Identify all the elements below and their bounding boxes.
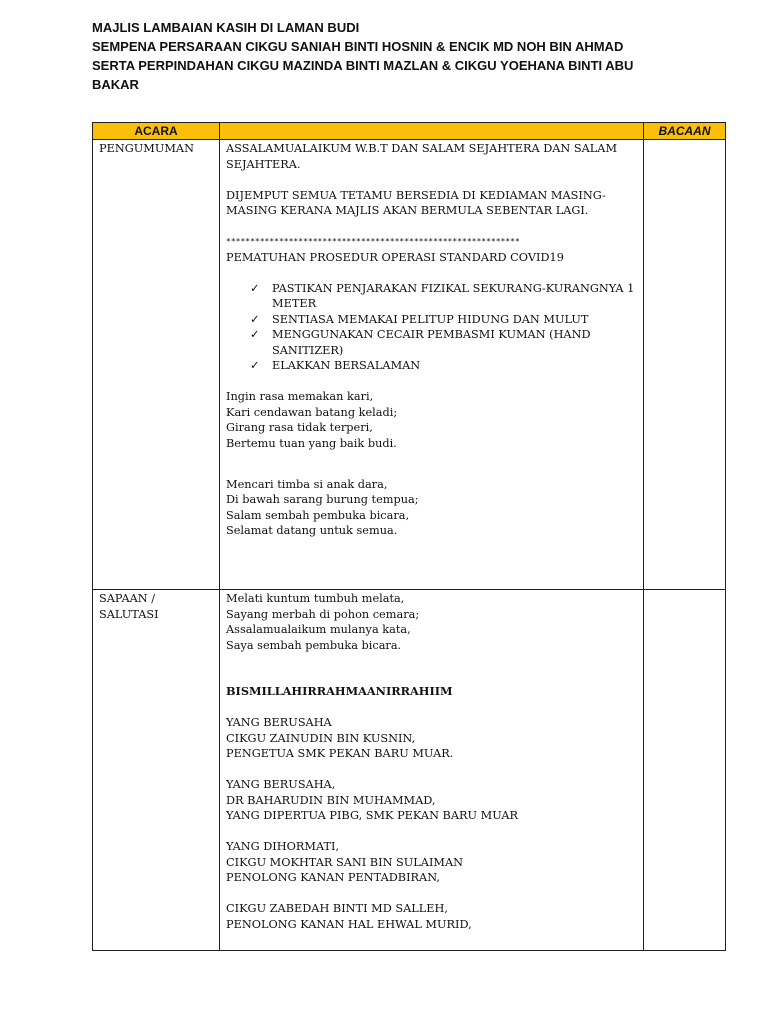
list-item: ✓ MENGGUNAKAN CECAIR PEMBASMI KUMAN (HAND SANITIZER)	[250, 328, 591, 357]
row-content-sapaan	[220, 590, 644, 951]
list-item: ✓ ELAKKAN BERSALAMAN	[250, 359, 421, 372]
row-content-pengumuman	[220, 140, 644, 590]
table-row-pengumuman	[93, 140, 726, 590]
check-icon: ✓	[250, 281, 260, 295]
header-mid	[220, 123, 644, 140]
pantun-1: Ingin rasa memakan kari, Kari cendawan batang keladi; Girang rasa tidak terperi, Bertemu tuan yang baik budi.	[226, 390, 398, 450]
salutation-group-4: CIKGU ZABEDAH BINTI MD SALLEH, PENOLONG KANAN HAL EHWAL MURID,	[226, 902, 472, 931]
list-item: ✓ PASTIKAN PENJARAKAN FIZIKAL SEKURANG-KURANGNYA 1 METER	[250, 281, 635, 310]
row-label-sapaan: SAPAAN / SALUTASI	[93, 590, 220, 951]
header-bacaan: BACAAN	[644, 123, 726, 140]
table-row-sapaan	[93, 590, 726, 951]
title-line-3: SERTA PERPINDAHAN CIKGU MAZINDA BINTI MAZLAN & CIKGU YOEHANA BINTI ABU	[92, 58, 634, 73]
salutation-group-3: YANG DIHORMATI, CIKGU MOKHTAR SANI BIN SULAIMAN PENOLONG KANAN PENTADBIRAN,	[226, 840, 464, 884]
invitation-text: DIJEMPUT SEMUA TETAMU BERSEDIA DI KEDIAMAN MASING-MASING KERANA MAJLIS AKAN BERMULA SEBENTAR LAGI.	[226, 188, 606, 217]
greeting-text: ASSALAMUALAIKUM W.B.T DAN SALAM SEJAHTERA DAN SALAM SEJAHTERA.	[226, 142, 618, 171]
sop-heading: PEMATUHAN PROSEDUR OPERASI STANDARD COVID19	[226, 250, 564, 264]
separator-stars: *************************************************************	[226, 237, 520, 246]
row-bacaan-pengumuman	[644, 140, 726, 590]
check-icon: ✓	[250, 328, 260, 341]
pantun-2: Mencari timba si anak dara, Di bawah sarang burung tempua; Salam sembah pembuka bicara, Selamat datang untuk semua.	[226, 477, 419, 537]
program-table	[92, 122, 726, 951]
check-icon: ✓	[250, 359, 260, 372]
sop-checklist	[226, 281, 637, 374]
row-label-pengumuman: PENGUMUMAN	[93, 140, 220, 590]
title-line-2: SEMPENA PERSARAAN CIKGU SANIAH BINTI HOSNIN & ENCIK MD NOH BIN AHMAD	[92, 39, 624, 54]
salutation-group-1: YANG BERUSAHA CIKGU ZAINUDIN BIN KUSNIN, PENGETUA SMK PEKAN BARU MUAR.	[226, 716, 454, 760]
pantun-3: Melati kuntum tumbuh melata, Sayang merbah di pohon cemara; Assalamualaikum mulanya kata, Saya sembah pembuka bicara.	[226, 592, 420, 652]
check-icon: ✓	[250, 312, 260, 326]
title-line-4: BAKAR	[92, 77, 139, 92]
table-header-row	[93, 123, 726, 140]
title-line-1: MAJLIS LAMBAIAN KASIH DI LAMAN BUDI	[92, 20, 360, 35]
document-title	[92, 18, 732, 94]
row-bacaan-sapaan	[644, 590, 726, 951]
bismillah-text: BISMILLAHIRRAHMAANIRRAHIIM	[226, 684, 453, 698]
salutation-group-2: YANG BERUSAHA, DR BAHARUDIN BIN MUHAMMAD, YANG DIPERTUA PIBG, SMK PEKAN BARU MUAR	[226, 778, 519, 822]
header-acara: ACARA	[93, 123, 220, 140]
list-item: ✓ SENTIASA MEMAKAI PELITUP HIDUNG DAN MULUT	[250, 312, 589, 326]
